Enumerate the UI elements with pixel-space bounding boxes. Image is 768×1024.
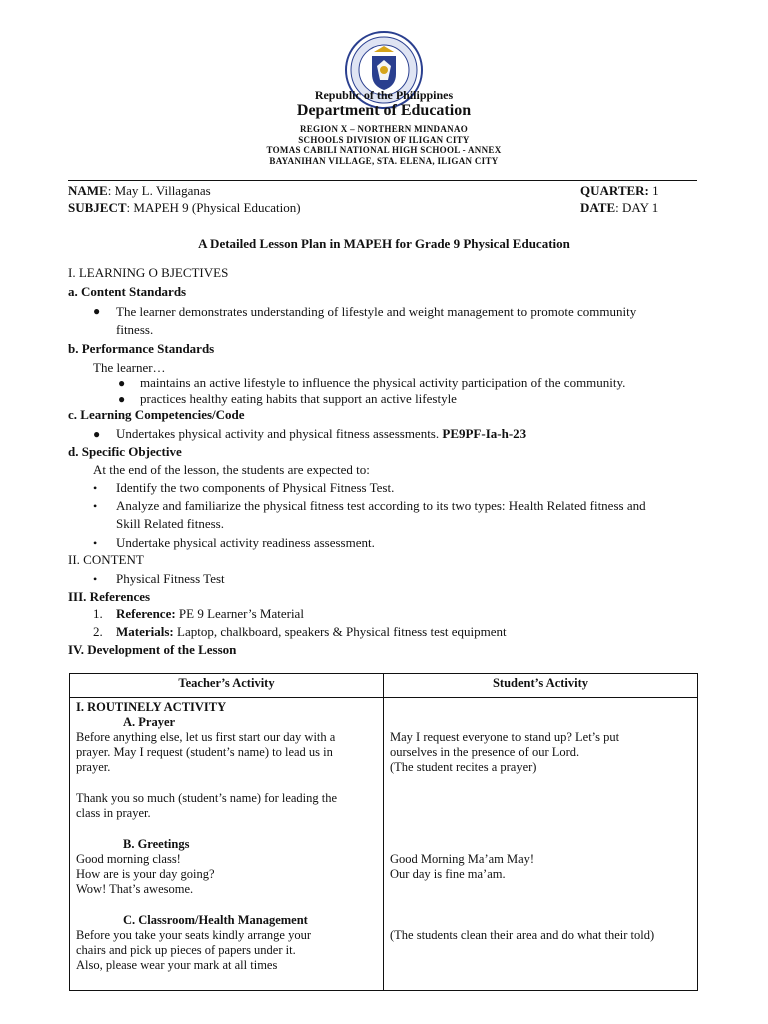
bullet-icon: • [93,499,98,513]
specific-item-3: Undertake physical activity readiness assessment. [116,535,375,550]
prayer-student-line1: May I request everyone to stand up? Let’s put [390,730,620,744]
objectives-heading: I. LEARNING O BJECTIVES [68,265,229,280]
development-heading: IV. Development of the Lesson [68,642,237,657]
specific-objective-heading: d. Specific Objective [68,444,182,459]
subject-label: SUBJECT [68,200,127,215]
greetings-student-line1: Good Morning Ma’am May! [390,852,535,866]
header-divider [68,180,697,181]
classroom-teacher-line3: Also, please wear your mark at all times [76,958,278,972]
prayer-student-line2: ourselves in the presence of our Lord. [390,745,580,759]
bullet-icon: • [93,572,98,586]
competencies-heading: c. Learning Competencies/Code [68,407,245,422]
classroom-heading: C. Classroom/Health Management [123,913,308,927]
teacher-activity-header: Teacher’s Activity [70,674,384,698]
bullet-icon: • [93,536,98,550]
prayer-teacher-line4: Thank you so much (student’s name) for leading the [76,791,338,805]
specific-item-2-line1: Analyze and familiarize the physical fitness test according to its two types: Health Related fitness and [116,498,646,513]
header-division: SCHOOLS DIVISION OF ILIGAN CITY [298,135,470,145]
performance-item-1: maintains an active lifestyle to influence the physical activity participation of the community. [140,375,626,390]
date-label: DATE [580,200,616,215]
specific-item-1: Identify the two components of Physical Fitness Test. [116,480,395,495]
content-item: Physical Fitness Test [116,571,225,586]
subject-field [68,200,301,216]
content-standards-line1: The learner demonstrates understanding of lifestyle and weight management to promote community [116,304,637,319]
prayer-teacher-line2: prayer. May I request (student’s name) to lead us in [76,745,333,759]
date-value: : DAY 1 [615,200,659,215]
bullet-icon: ● [118,392,126,406]
content-standards-heading: a. Content Standards [68,284,187,299]
reference-label: Reference: [116,606,176,621]
content-heading: II. CONTENT [68,552,144,567]
student-activity-header: Student’s Activity [384,674,698,698]
competency-code: PE9PF-Ia-h-23 [442,426,527,441]
references-heading: III. References [68,589,151,604]
specific-item-2-line2: Skill Related fitness. [116,516,224,531]
greetings-teacher-line3: Wow! That’s awesome. [76,882,194,896]
specific-intro: At the end of the lesson, the students are expected to: [93,462,370,477]
date-field [580,200,658,216]
materials-number: 2. [93,624,103,639]
materials-item [116,624,507,640]
lesson-activity-table [69,673,698,991]
greetings-teacher-line2: How are is your day going? [76,867,215,881]
subject-value: : MAPEH 9 (Physical Education) [126,200,301,215]
competency-text: Undertakes physical activity and physical fitness assessments. [116,426,440,441]
document-title: A Detailed Lesson Plan in MAPEH for Grade 9 Physical Education [198,236,570,251]
header-department: Department of Education [296,102,472,119]
reference-value: PE 9 Learner’s Material [175,606,304,621]
classroom-teacher-line2: chairs and pick up pieces of papers under it. [76,943,296,957]
prayer-student-line3: (The student recites a prayer) [390,760,537,774]
teacher-activity-cell [70,698,384,991]
bullet-icon: • [93,481,98,495]
materials-value: Laptop, chalkboard, speakers & Physical fitness test equipment [173,624,507,639]
prayer-teacher-line3: prayer. [76,760,111,774]
header-republic: Republic of the Philippines [314,88,454,102]
prayer-teacher-line1: Before anything else, let us first start our day with a [76,730,336,744]
greetings-heading: B. Greetings [123,837,190,851]
header-school: TOMAS CABILI NATIONAL HIGH SCHOOL - ANNEX [266,145,502,155]
classroom-teacher-line1: Before you take your seats kindly arrange your [76,928,311,942]
classroom-student-line1: (The students clean their area and do what their told) [390,928,655,942]
quarter-label: QUARTER: [580,183,649,198]
student-activity-cell [384,698,698,991]
quarter-value: 1 [648,183,659,198]
materials-label: Materials: [116,624,174,639]
content-standards-line2: fitness. [116,322,154,337]
performance-standards-heading: b. Performance Standards [68,341,215,356]
performance-item-2: practices healthy eating habits that support an active lifestyle [140,391,457,406]
prayer-teacher-line5: class in prayer. [76,806,151,820]
bullet-icon: ● [118,376,126,390]
greetings-student-line2: Our day is fine ma’am. [390,867,506,881]
performance-intro: The learner… [93,360,166,375]
name-field [68,183,211,199]
header-address: BAYANIHAN VILLAGE, STA. ELENA, ILIGAN CITY [269,156,499,166]
quarter-field [580,183,659,199]
bullet-icon: ● [93,427,101,441]
bullet-icon: ● [93,304,101,318]
name-value: : May L. Villaganas [107,183,211,198]
prayer-heading: A. Prayer [123,715,176,729]
competency-item [116,426,526,442]
routinely-heading: I. ROUTINELY ACTIVITY [76,700,227,714]
header-region: REGION X – NORTHERN MINDANAO [299,124,469,134]
reference-item [116,606,304,622]
reference-number: 1. [93,606,103,621]
name-label: NAME [68,183,108,198]
greetings-teacher-line1: Good morning class! [76,852,181,866]
